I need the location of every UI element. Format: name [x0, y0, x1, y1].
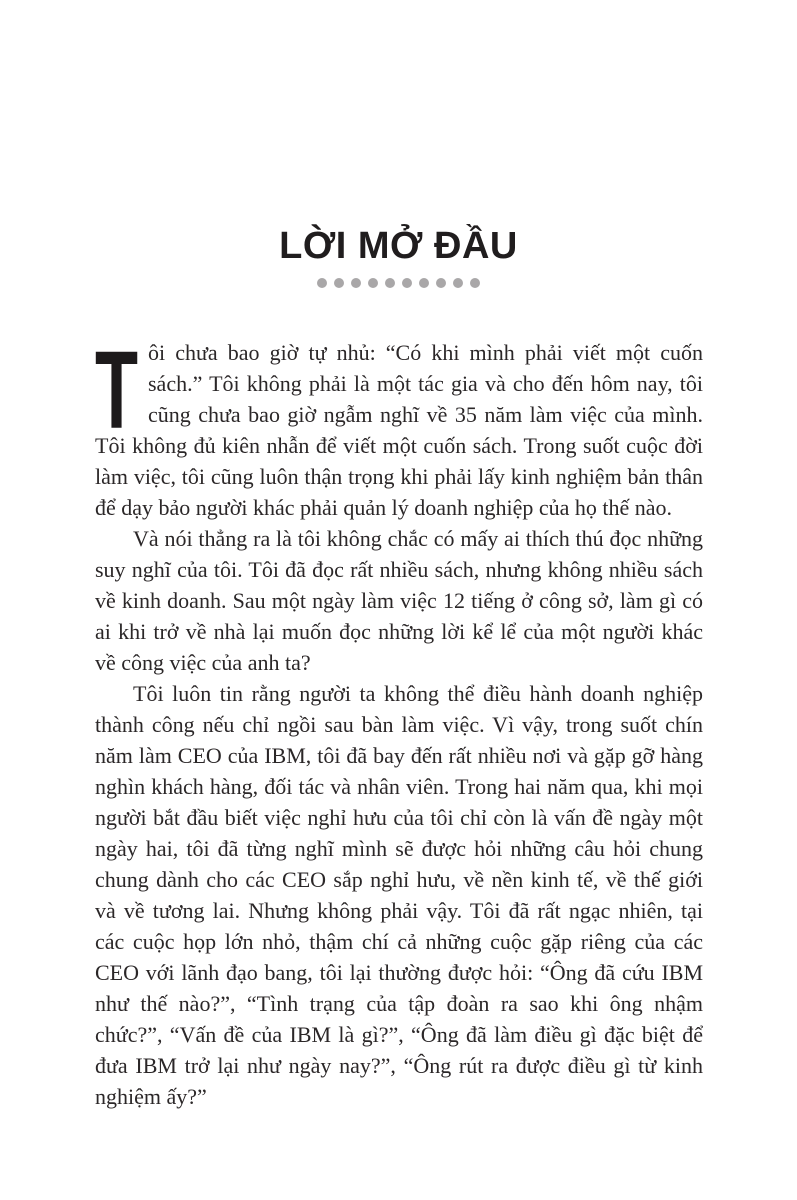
drop-cap: [95, 329, 148, 452]
paragraph: Tôi luôn tin rằng người ta không thể điều hành doanh nghiệp thành công nếu chỉ ngồi sau bàn làm việc. Vì vậy, trong suốt chín năm làm CEO của IBM, tôi đã bay đến rất nhiều nơi và gặp gỡ hàng nghìn khách hàng, đối tác và nhân viên. Trong hai năm qua, khi mọi người bắt đầu biết việc nghỉ hưu của tôi chỉ còn là vấn đề ngày một ngày hai, tôi đã từng nghĩ mình sẽ được hỏi những câu hỏi chung chung dành cho các CEO sắp nghỉ hưu, về nền kinh tế, về thế giới và về tương lai. Nhưng không phải vậy. Tôi đã rất ngạc nhiên, tại các cuộc họp lớn nhỏ, thậm chí cả những cuộc gặp riêng của các CEO với lãnh đạo bang, tôi lại thường được hỏi: “Ông đã cứu IBM như thế nào?”, “Tình trạng của tập đoàn ra sao khi ông nhậm chức?”, “Vấn đề của IBM là gì?”, “Ông đã làm điều gì đặc biệt để đưa IBM trở lại như ngày nay?”, “Ông rút ra được điều gì từ kinh nghiệm ấy?”: [95, 681, 703, 1109]
body-text: [95, 329, 703, 1112]
separator-dot: [334, 278, 344, 288]
paragraph-text: ôi chưa bao giờ tự nhủ: “Có khi mình phải viết một cuốn sách.” Tôi không phải là một tác gia và cho đến hôm nay, tôi cũng chưa bao giờ ngẫm nghĩ về 35 năm làm việc của mình. Tôi không đủ kiên nhẫn để viết một cuốn sách. Trong suốt cuộc đời làm việc, tôi cũng luôn thận trọng khi phải lấy kinh nghiệm bản thân để dạy bảo người khác phải quản lý doanh nghiệp của họ thế nào.: [95, 340, 703, 520]
separator-dot: [351, 278, 361, 288]
separator-dot: [470, 278, 480, 288]
separator-dot: [453, 278, 463, 288]
separator-dot: [419, 278, 429, 288]
paragraph: [95, 329, 703, 523]
separator-dot: [402, 278, 412, 288]
separator-dot: [368, 278, 378, 288]
dot-separator: [0, 278, 797, 288]
separator-dot: [317, 278, 327, 288]
drop-cap-letter: T: [95, 329, 139, 452]
paragraph: Và nói thẳng ra là tôi không chắc có mấy ai thích thú đọc những suy nghĩ của tôi. Tôi đã đọc rất nhiều sách, nhưng không nhiều sách về kinh doanh. Sau một ngày làm việc 12 tiếng ở công sở, làm gì có ai khi trở về nhà lại muốn đọc những lời kể lể của một người khác về công việc của anh ta?: [95, 526, 703, 675]
chapter-title: LỜI MỞ ĐẦU: [279, 225, 518, 268]
separator-dot: [436, 278, 446, 288]
separator-dot: [385, 278, 395, 288]
